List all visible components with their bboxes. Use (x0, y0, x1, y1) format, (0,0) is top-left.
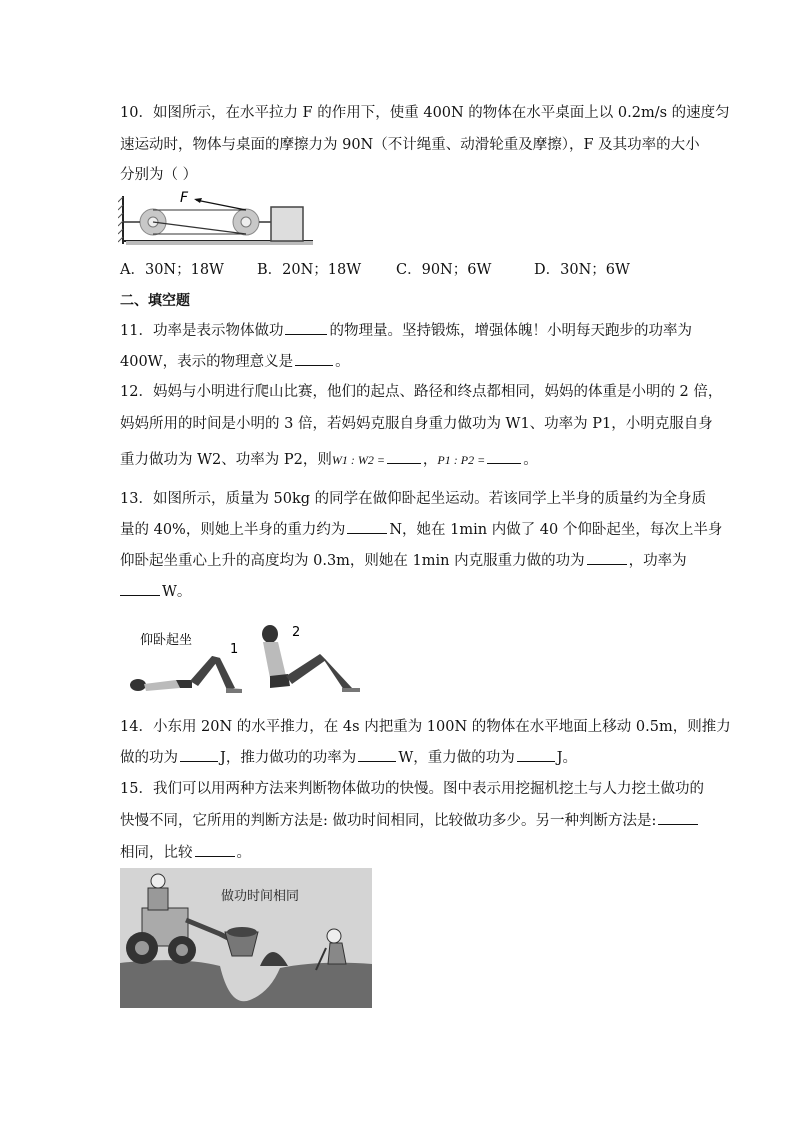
q12-line-1: 12．妈妈与小明进行爬山比赛，他们的起点、路径和终点都相同，妈妈的体重是小明的 2 倍， (120, 384, 723, 400)
q11-line-1: 11．功率是表示物体做功 的物理量。坚持锻炼，增强体魄！小明每天跑步的功率为 (120, 316, 680, 346)
q11-line-2: 400W，表示的物理意义是 。 (120, 347, 680, 377)
power-ratio: P1 : P2 = (437, 453, 486, 467)
q10-line-3: 分别为（ ） (120, 167, 198, 183)
section-title: 二、填空题 (120, 293, 190, 309)
answer-blank[interactable] (587, 548, 627, 565)
q10-option-a: A．30N；18W (120, 262, 224, 278)
q10-line-1: 10．如图所示，在水平拉力 F 的作用下，使重 400N 的物体在水平桌面上以 0.2m/s 的速度匀 (120, 105, 730, 121)
q10-option-c: C．90N；6W (396, 262, 492, 278)
q13-line-2: 量的 40%，则她上半身的重力约为 N，她在 1min 内做了 40 个仰卧起坐，每次上半身 (120, 515, 680, 545)
pose-number-1: 1 (230, 642, 239, 657)
q15-line-3: 相同，比较 。 (120, 838, 680, 868)
situp-figure (120, 618, 390, 704)
answer-blank[interactable] (347, 517, 387, 534)
answer-blank[interactable] (517, 745, 555, 762)
q12-line-2: 妈妈所用的时间是小明的 3 倍，若妈妈克服自身重力做功为 W1、功率为 P1，小明克服自身 (120, 416, 713, 432)
answer-blank[interactable] (295, 349, 333, 366)
pull-rope (153, 222, 246, 234)
answer-blank[interactable] (658, 808, 698, 825)
q13-line-1: 13．如图所示，质量为 50kg 的同学在做仰卧起坐运动。若该同学上半身的质量约为全身质 (120, 491, 707, 507)
answer-blank[interactable] (387, 447, 421, 464)
answer-blank[interactable] (120, 579, 160, 596)
object-block (271, 207, 303, 241)
q15-line-1: 15．我们可以用两种方法来判断物体做功的快慢。图中表示用挖掘机挖土与人力挖土做功的 (120, 781, 704, 797)
force-label: F (180, 190, 189, 206)
q14-line-1: 14．小东用 20N 的水平推力，在 4s 内把重为 100N 的物体在水平地面上移动 0.5m，则推力 (120, 719, 731, 735)
lying-person (130, 656, 242, 693)
q15-line-2: 快慢不同，它所用的判断方法是: 做功时间相同，比较做功多少。另一种判断方法是: (120, 806, 680, 836)
sitting-person (262, 625, 360, 692)
answer-blank[interactable] (195, 840, 235, 857)
excavator-figure (120, 868, 372, 1008)
q10-option-b: B．20N；18W (257, 262, 362, 278)
pose-number-2: 2 (292, 625, 301, 640)
answer-blank[interactable] (180, 745, 218, 762)
force-arrow (196, 200, 246, 210)
situp-title: 仰卧起坐 (140, 633, 193, 648)
q10-line-2: 速运动时，物体与桌面的摩擦力为 90N（不计绳重、动滑轮重及摩擦），F 及其功率的大小 (120, 137, 700, 153)
work-ratio: W1 : W2 = (331, 453, 385, 467)
q12-line-3: 重力做功为 W2、功率为 P2，则W1 : W2 = ，P1 : P2 = 。 (120, 445, 680, 475)
q13-line-3: 仰卧起坐重心上升的高度均为 0.3m，则她在 1min 内克服重力做的功为 ，功率为 (120, 546, 680, 576)
answer-blank[interactable] (285, 318, 327, 335)
figure-caption: 做功时间相同 (221, 889, 300, 904)
pulley-figure (118, 188, 318, 248)
answer-blank[interactable] (487, 447, 521, 464)
q14-line-2: 做的功为 J，推力做功的功率为 W，重力做的功为 J。 (120, 743, 680, 773)
answer-blank[interactable] (358, 745, 396, 762)
q10-option-d: D．30N；6W (534, 262, 630, 278)
q13-line-4: W。 (120, 577, 680, 607)
